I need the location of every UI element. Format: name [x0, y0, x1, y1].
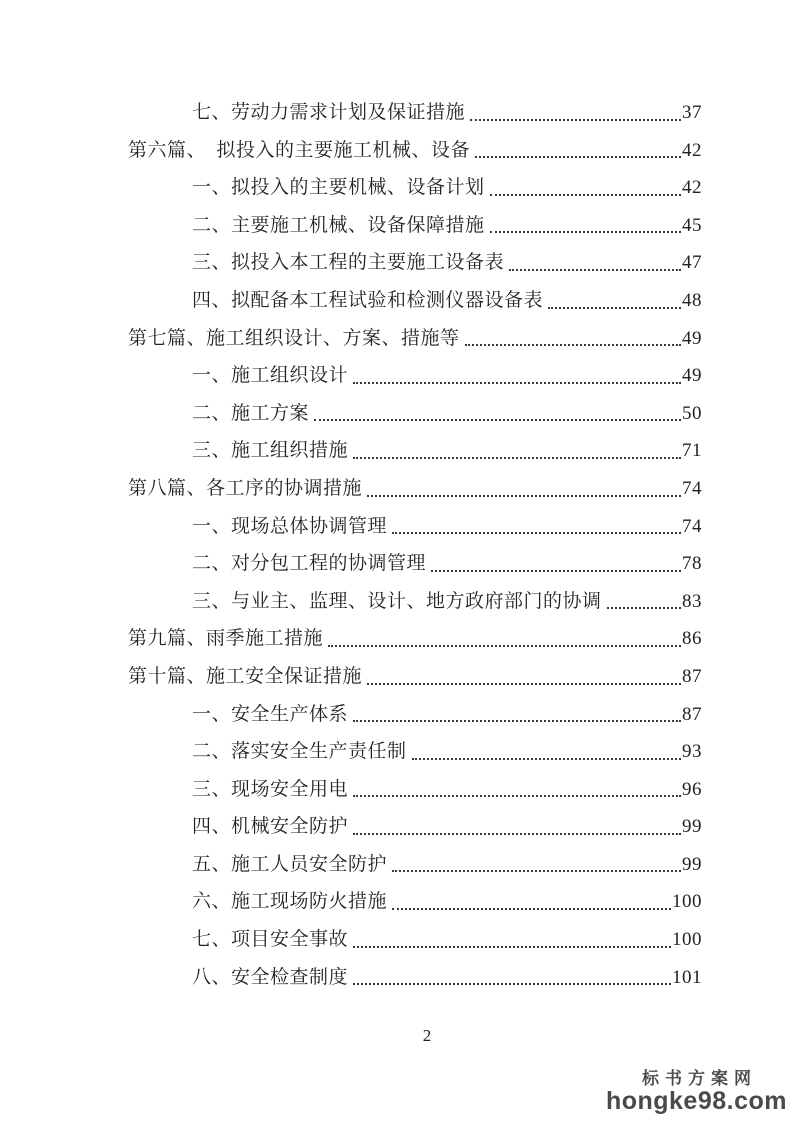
- toc-entry[interactable]: [128, 545, 702, 583]
- toc-entry-page: 99: [682, 816, 702, 838]
- toc-entry[interactable]: [128, 244, 702, 282]
- toc-entry-title: 三、与业主、监理、设计、地方政府部门的协调: [192, 590, 602, 612]
- toc-dotted-leader: [412, 758, 681, 760]
- toc-entry[interactable]: [128, 921, 702, 959]
- toc-entry-title: 六、施工现场防火措施: [192, 891, 388, 913]
- toc-entry-page: 49: [682, 327, 702, 349]
- toc-dotted-leader: [431, 570, 681, 572]
- toc-entry-page: 48: [682, 289, 702, 311]
- toc-entry-page: 78: [682, 553, 702, 575]
- toc-entry-title: 一、施工组织设计: [192, 365, 349, 387]
- toc-entry[interactable]: [128, 583, 702, 621]
- toc-entry[interactable]: [128, 658, 702, 696]
- toc-entry-page: 100: [672, 891, 702, 913]
- watermark-site-name: 标书方案网: [641, 1068, 757, 1088]
- toc-list: [128, 94, 702, 996]
- toc-entry-title: 五、施工人员安全防护: [192, 853, 388, 875]
- toc-entry-title: 二、落实安全生产责任制: [192, 741, 407, 763]
- toc-entry[interactable]: [128, 282, 702, 320]
- toc-entry-title: 七、项目安全事故: [192, 929, 349, 951]
- toc-entry[interactable]: [128, 696, 702, 734]
- toc-entry[interactable]: [128, 771, 702, 809]
- toc-dotted-leader: [465, 344, 681, 346]
- toc-entry-title: 三、拟投入本工程的主要施工设备表: [192, 252, 505, 274]
- toc-entry-title: 三、现场安全用电: [192, 778, 349, 800]
- toc-entry-title: 第七篇、施工组织设计、方案、措施等: [128, 327, 460, 349]
- toc-dotted-leader: [475, 156, 681, 158]
- toc-dotted-leader: [490, 194, 681, 196]
- toc-entry[interactable]: [128, 508, 702, 546]
- toc-entry-title: 二、主要施工机械、设备保障措施: [192, 214, 485, 236]
- toc-entry-page: 49: [682, 365, 702, 387]
- toc-dotted-leader: [353, 946, 671, 948]
- toc-dotted-leader: [353, 720, 681, 722]
- toc-entry[interactable]: [128, 846, 702, 884]
- toc-entry-page: 45: [682, 214, 702, 236]
- toc-entry-page: 42: [682, 177, 702, 199]
- toc-entry-page: 87: [682, 665, 702, 687]
- toc-dotted-leader: [607, 607, 681, 609]
- toc-entry-page: 47: [682, 252, 702, 274]
- toc-entry[interactable]: [128, 132, 702, 170]
- toc-entry-title: 一、现场总体协调管理: [192, 515, 388, 537]
- toc-dotted-leader: [367, 683, 681, 685]
- toc-entry-title: 第九篇、雨季施工措施: [128, 628, 324, 650]
- toc-dotted-leader: [490, 231, 681, 233]
- toc-dotted-leader: [470, 119, 681, 121]
- toc-entry-page: 99: [682, 853, 702, 875]
- toc-entry[interactable]: [128, 395, 702, 433]
- watermark-site-url: hongke98.com: [605, 1086, 787, 1115]
- toc-entry-title: 第六篇、 拟投入的主要施工机械、设备: [128, 139, 471, 161]
- toc-dotted-leader: [548, 307, 681, 309]
- watermark: [606, 1070, 787, 1114]
- toc-entry-page: 100: [672, 929, 702, 951]
- toc-entry-page: 96: [682, 778, 702, 800]
- toc-entry[interactable]: [128, 470, 702, 508]
- toc-entry-title: 第八篇、各工序的协调措施: [128, 477, 363, 499]
- toc-entry[interactable]: [128, 169, 702, 207]
- toc-entry-title: 四、拟配备本工程试验和检测仪器设备表: [192, 289, 544, 311]
- toc-entry-page: 101: [672, 966, 702, 988]
- toc-entry-title: 四、机械安全防护: [192, 816, 349, 838]
- toc-entry-page: 87: [682, 703, 702, 725]
- toc-entry[interactable]: [128, 733, 702, 771]
- toc-entry[interactable]: [128, 94, 702, 132]
- toc-dotted-leader: [392, 870, 681, 872]
- toc-entry[interactable]: [128, 808, 702, 846]
- toc-entry[interactable]: [128, 207, 702, 245]
- page-number: 2: [422, 1026, 432, 1045]
- toc-entry[interactable]: [128, 432, 702, 470]
- toc-entry-title: 一、安全生产体系: [192, 703, 349, 725]
- toc-dotted-leader: [328, 645, 681, 647]
- toc-entry-page: 86: [682, 628, 702, 650]
- toc-entry-title: 一、拟投入的主要机械、设备计划: [192, 177, 485, 199]
- toc-dotted-leader: [353, 382, 681, 384]
- toc-entry-title: 三、施工组织措施: [192, 440, 349, 462]
- toc-dotted-leader: [392, 532, 681, 534]
- toc-entry[interactable]: [128, 620, 702, 658]
- toc-entry-page: 93: [682, 741, 702, 763]
- toc-dotted-leader: [353, 833, 681, 835]
- toc-entry-page: 42: [682, 139, 702, 161]
- toc-entry-title: 第十篇、施工安全保证措施: [128, 665, 363, 687]
- toc-entry-page: 74: [682, 477, 702, 499]
- toc-dotted-leader: [353, 457, 681, 459]
- toc-dotted-leader: [314, 419, 681, 421]
- toc-entry-page: 37: [682, 102, 702, 123]
- toc-entry[interactable]: [128, 959, 702, 997]
- toc-dotted-leader: [392, 908, 671, 910]
- toc-dotted-leader: [353, 795, 681, 797]
- toc-dotted-leader: [509, 269, 681, 271]
- toc-entry-page: 83: [682, 590, 702, 612]
- toc-entry-title: 二、施工方案: [192, 402, 310, 424]
- toc-dotted-leader: [353, 983, 671, 985]
- toc-entry-title: 八、安全检查制度: [192, 966, 349, 988]
- toc-dotted-leader: [367, 495, 681, 497]
- toc-entry[interactable]: [128, 883, 702, 921]
- toc-entry-title: 二、对分包工程的协调管理: [192, 553, 427, 575]
- toc-entry[interactable]: [128, 357, 702, 395]
- toc-entry-page: 74: [682, 515, 702, 537]
- toc-entry[interactable]: [128, 320, 702, 358]
- toc-entry-page: 50: [682, 402, 702, 424]
- toc-entry-page: 71: [682, 440, 702, 462]
- toc-entry-title: 七、劳动力需求计划及保证措施: [192, 102, 466, 123]
